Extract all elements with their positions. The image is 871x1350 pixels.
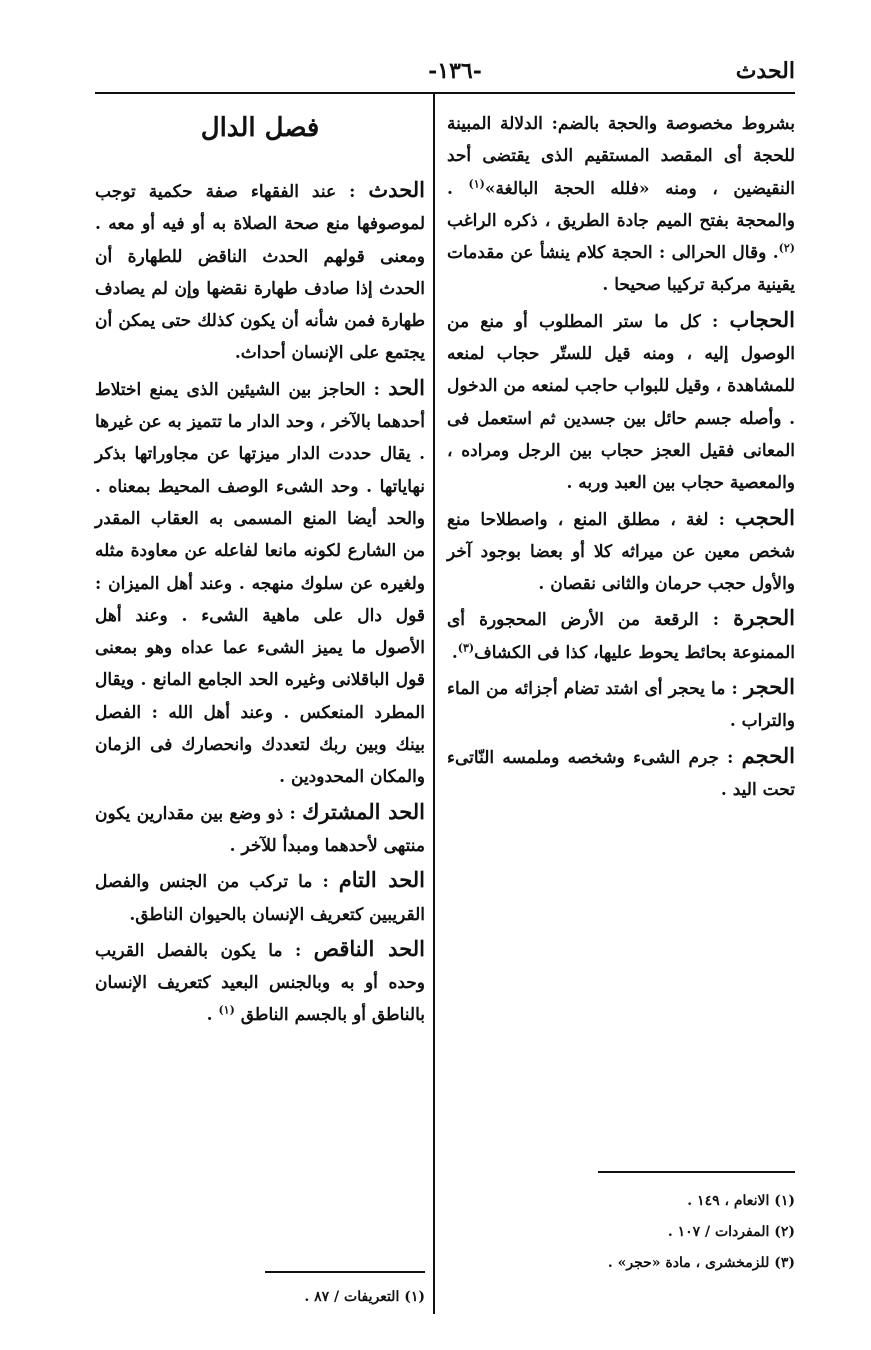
- page-header: [95, 58, 795, 88]
- footnote: (٣) للزمخشرى ، مادة «حجر» .: [607, 1255, 795, 1271]
- entry-hijab: الحجاب : كل ما ستر المطلوب أو منع من الوصول إليه ، ومنه قيل للستّر حجاب لمنعه للمشاهدة ، وقيل للبواب حاجب لمنعه من الدخول . وأصله جسم حائل بين جسدين ثم استعمل فى المعانى فقيل العجز حجاب بين الرجل ومراده ، والمعصية حجاب بين العبد وربه .: [447, 306, 795, 494]
- entry-hujra: الحجرة : الرقعة من الأرض المحجورة أى الممنوعة بحائط يحوط عليها، كذا فى الكشاف$^{(٣)}$.: [447, 605, 795, 663]
- entry-hajm: الحجم : جرم الشىء وشخصه وملمسه النّاتىء تحت اليد .: [447, 742, 795, 800]
- footnote-rule-left: [265, 1271, 425, 1273]
- running-title: الحدث: [735, 58, 795, 84]
- entry-hadath: الحدث : عند الفقهاء صفة حكمية توجب لموصوفها منع صحة الصلاة به أو فيه أو معه . ومعنى قولهم الحدث الناقض للطهارة أن الحدث إذا صادف طهارة نقضها وإن لم يصادف طهارة فمن شأنه أن يكون كذلك حتى يمكن أن يجتمع على الإنسان أحداث.: [95, 177, 425, 364]
- entry-hadd-tamm: الحد التام : ما تركب من الجنس والفصل القريبين كتعريف الإنسان بالحيوان الناطق.: [95, 867, 425, 925]
- entry-term: الحدث: [368, 177, 425, 202]
- entry-hadd-naqis: الحد الناقص : ما يكون بالفصل القريب وحده أو به وبالجنس البعيد كتعريف الإنسان بالناطق أو بالجسم الناطق $^{(١)}$ .: [95, 935, 425, 1026]
- entry-term: الحد المشترك: [302, 798, 425, 824]
- entry-term: الحجرة: [733, 605, 795, 631]
- entry-term: الحجر: [744, 674, 795, 700]
- entry-term: الحد التام: [338, 867, 425, 893]
- footnote: (١) الانعام ، ١٤٩ .: [687, 1193, 795, 1209]
- entry-hadd: الحد : الحاجز بين الشيئين الذى يمنع اختلاط أحدهما بالآخر ، وحد الدار ما تتميز به عن غيرها . يقال حددت الدار ميزتها عن مجاوراتها بذكر نهاياتها . وحد الشىء الوصف المحيط بمعناه . والحد أيضا المنع المسمى به العقاب المقدر من الشارع لكونه مانعا لفاعله عن معاودة مثله ولغيره عن سلوك منهجه . وعند أهل الميزان : قول دال على ماهية الشىء . وعند أهل الأصول ما يميز الشىء عما عداه وهو بمعنى قول الباقلانى وغيره الحد الجامع المانع . ويقال المطرد المنعكس . وعند أهل الله : الفصل بينك وبين ربك لتعددك وانحصارك فى الزمان والمكان المحدودين .: [95, 374, 425, 788]
- footnote-rule-right: [598, 1171, 795, 1173]
- page-number: -١٣٦-: [428, 58, 482, 84]
- entry-hadd-mushtarak: الحد المشترك : ذو وضع بين مقدارين يكون منتهى لأحدهما ومبدأ للآخر .: [95, 798, 425, 856]
- entry-hujja-continued: بشروط مخصوصة والحجة بالضم: الدلالة المبينة للحجة أى المقصد المستقيم الذى يقتضى أحد النقيضين ، ومنه «فلله الحجة البالغة»$^{(١)}$ . والمحجة بفتح الميم جادة الطريق ، ذكره الراغب $^{(٢)}$. وقال الحرالى : الحجة كلام ينشأ عن مقدمات يقينية مركبة تركيبا صحيحا .: [447, 114, 795, 296]
- column-divider: [433, 94, 435, 1314]
- entry-term: الحجب: [735, 504, 795, 530]
- section-title: فصل الدال: [200, 113, 320, 143]
- entry-hajb: الحجب : لغة ، مطلق المنع ، واصطلاحا منع شخص معين عن ميراثه كلا أو بعضا بوجود آخر والأول حجب حرمان والثانى نقصان .: [447, 504, 795, 595]
- entry-term: الحجم: [741, 742, 795, 768]
- footnote: (١) التعريفات / ٨٧ .: [304, 1289, 425, 1305]
- entry-term: الحد: [388, 374, 425, 400]
- entry-hajar: الحجر : ما يحجر أى اشتد تضام أجزائه من الماء والتراب .: [447, 674, 795, 732]
- entry-term: الحجاب: [729, 306, 795, 332]
- left-column: [95, 108, 425, 1034]
- right-column: [447, 108, 795, 808]
- footnote: (٢) المفردات / ١٠٧ .: [667, 1224, 795, 1240]
- header-rule: [95, 92, 795, 94]
- footnotes-left: [265, 1282, 425, 1313]
- footnotes-right: [600, 1186, 795, 1279]
- entry-term: الحد الناقص: [313, 935, 425, 961]
